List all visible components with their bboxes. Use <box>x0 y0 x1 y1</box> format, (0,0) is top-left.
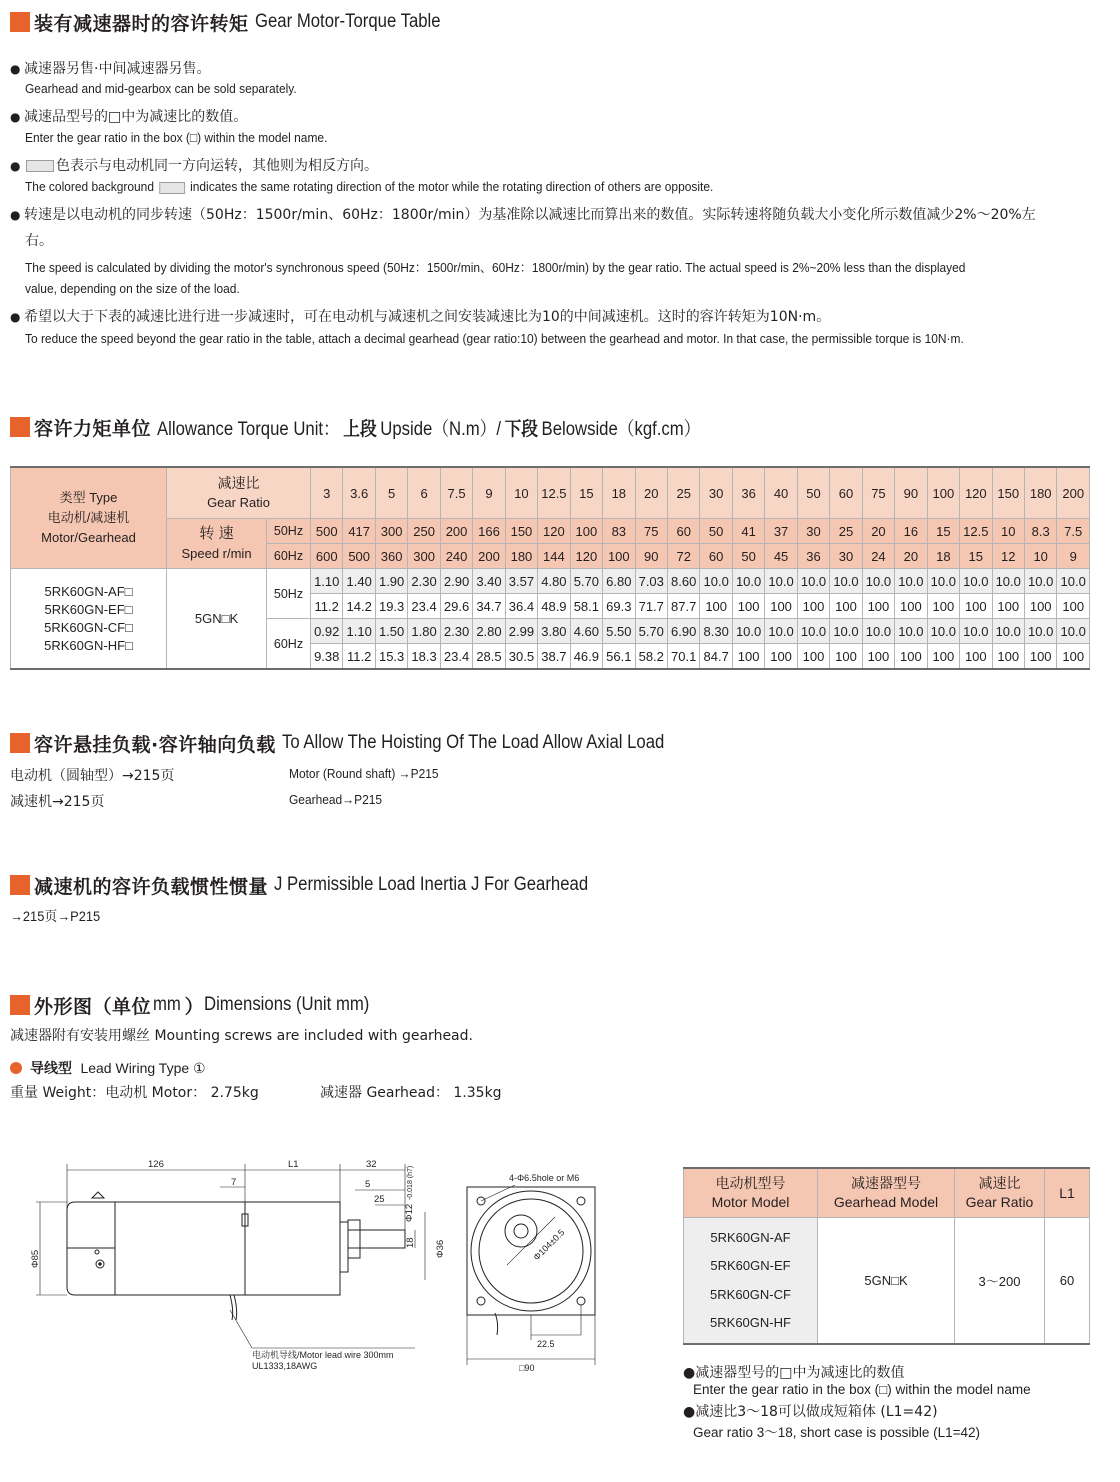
speed-50-cell: 60 <box>667 519 699 544</box>
torque-cell: 100 <box>765 594 797 619</box>
torque-cell: 7.03 <box>635 569 667 594</box>
ratio-cell: 5 <box>375 467 407 519</box>
speed-50-cell: 16 <box>895 519 927 544</box>
dim-7: 7 <box>231 1177 237 1188</box>
speed-50-cell: 7.5 <box>1057 519 1090 544</box>
l1-value: 60 <box>1045 1218 1090 1345</box>
speed-60-cell: 15 <box>960 544 992 569</box>
torque-cell: 46.9 <box>570 644 602 670</box>
speed-60-cell: 360 <box>375 544 407 569</box>
torque-cell: 10.0 <box>1024 569 1056 594</box>
torque-cell: 100 <box>895 644 927 670</box>
note-5-en: To reduce the speed beyond the gear ratio in the table, attach a decimal gearhead (gear ratio:10) between the gearhead and motor. In that case, the permissible torque is 10N·m. <box>25 331 964 346</box>
torque-cell: 36.4 <box>505 594 537 619</box>
speed-50-cell: 200 <box>440 519 472 544</box>
torque-cell: 0.92 <box>311 619 343 644</box>
torque-cell: 100 <box>1024 594 1056 619</box>
torque-cell: 28.5 <box>473 644 505 670</box>
type-header: 类型 Type 电动机/减速机 Motor/Gearhead <box>11 467 167 569</box>
dim-18: 18 <box>405 1237 416 1248</box>
speed-60-cell: 500 <box>343 544 375 569</box>
speed-50-cell: 30 <box>797 519 829 544</box>
torque-cell: 10.0 <box>765 619 797 644</box>
torque-cell: 100 <box>992 644 1024 670</box>
speed-60-cell: 30 <box>830 544 862 569</box>
heading-marker <box>10 995 30 1015</box>
ratio-cell: 30 <box>700 467 732 519</box>
note-1-en: Gearhead and mid-gearbox can be sold separately. <box>25 81 297 96</box>
torque-cell: 10.0 <box>927 619 959 644</box>
torque-cell: 18.3 <box>408 644 440 670</box>
speed-50-cell: 37 <box>765 519 797 544</box>
speed-50-cell: 83 <box>603 519 635 544</box>
ratio-cell: 50 <box>797 467 829 519</box>
ratio-cell: 6 <box>408 467 440 519</box>
speed-60-cell: 90 <box>635 544 667 569</box>
ratio-cell: 150 <box>992 467 1024 519</box>
torque-cell: 1.50 <box>375 619 407 644</box>
note-3-en: The colored background indicates the same rotating direction of the motor while the rotating direction of others are opposite. <box>25 179 714 194</box>
torque-cell: 84.7 <box>700 644 732 670</box>
torque-cell: 10.0 <box>797 569 829 594</box>
torque-cell: 2.80 <box>473 619 505 644</box>
bottom-note-1-zh: ●减速器型号的□中为减速比的数值 <box>683 1365 905 1381</box>
dim-25: 25 <box>374 1194 385 1205</box>
torque-cell: 1.10 <box>343 619 375 644</box>
speed-50-cell: 120 <box>538 519 570 544</box>
speed-60-cell: 180 <box>505 544 537 569</box>
ratio-cell: 90 <box>895 467 927 519</box>
note-2-en: Enter the gear ratio in the box (□) within the model name. <box>25 130 328 145</box>
orange-dot-icon <box>10 1062 22 1074</box>
heading-en: Gear Motor-Torque Table <box>254 11 441 32</box>
speed-50-cell: 500 <box>311 519 343 544</box>
torque-cell: 100 <box>992 594 1024 619</box>
torque-cell: 5.70 <box>635 619 667 644</box>
speed-50-cell: 100 <box>570 519 602 544</box>
hz-50-label: 50Hz <box>267 569 311 619</box>
torque-cell: 69.3 <box>603 594 635 619</box>
torque-cell: 8.60 <box>667 569 699 594</box>
torque-cell: 6.80 <box>603 569 635 594</box>
speed-60-cell: 144 <box>538 544 570 569</box>
torque-cell: 100 <box>1057 594 1090 619</box>
torque-cell: 23.4 <box>408 594 440 619</box>
motor-models-cell: 5RK60GN-AF□ 5RK60GN-EF□ 5RK60GN-CF□ 5RK60GN-HF□ <box>11 569 167 670</box>
torque-cell: 100 <box>862 594 894 619</box>
torque-cell: 100 <box>960 644 992 670</box>
torque-cell: 70.1 <box>667 644 699 670</box>
ratio-cell: 36 <box>732 467 764 519</box>
speed-60-cell: 120 <box>570 544 602 569</box>
ratio-cell: 60 <box>830 467 862 519</box>
torque-cell: 1.40 <box>343 569 375 594</box>
torque-cell: 10.0 <box>992 619 1024 644</box>
speed-60-cell: 200 <box>473 544 505 569</box>
ratio-cell: 75 <box>862 467 894 519</box>
color-swatch <box>159 182 185 194</box>
torque-cell: 48.9 <box>538 594 570 619</box>
heading-marker <box>10 417 30 437</box>
gear-ratio-header: 减速比 Gear Ratio <box>167 467 311 519</box>
torque-cell: 2.90 <box>440 569 472 594</box>
torque-cell: 6.90 <box>667 619 699 644</box>
ratio-cell: 7.5 <box>440 467 472 519</box>
note-1-zh: ● 减速器另售·中间减速器另售。 <box>10 61 211 77</box>
color-swatch <box>26 160 54 172</box>
torque-cell: 8.30 <box>700 619 732 644</box>
ratio-cell: 18 <box>603 467 635 519</box>
note-2-zh: ● 减速品型号的□中为减速比的数值。 <box>10 109 248 125</box>
speed-50-cell: 20 <box>862 519 894 544</box>
ratio-cell: 100 <box>927 467 959 519</box>
ratio-cell: 15 <box>570 467 602 519</box>
dim-phi12: Φ12 <box>404 1203 415 1222</box>
torque-cell: 10.0 <box>797 619 829 644</box>
speed-60-cell: 18 <box>927 544 959 569</box>
torque-cell: 10.0 <box>927 569 959 594</box>
torque-cell: 100 <box>927 594 959 619</box>
load-line-1-zh: 电动机（圆轴型）→215页 <box>10 768 175 784</box>
dim-L1: L1 <box>288 1159 299 1170</box>
heading-zh: 装有减速器时的容许转矩 <box>34 12 249 35</box>
note-4-en: The speed is calculated by dividing the motor's synchronous speed (50Hz：1500r/min、60Hz：1800r/min) by the gear ratio. The actual speed is 2%~20% less than the displayed <box>25 260 966 275</box>
inertia-line: →215页→P215 <box>10 908 101 924</box>
torque-cell: 100 <box>830 594 862 619</box>
note-4-en-cont: value, depending on the size of the load. <box>25 281 240 296</box>
ratio-cell: 200 <box>1057 467 1090 519</box>
dim-phi36: Φ36 <box>435 1239 446 1258</box>
torque-cell: 30.5 <box>505 644 537 670</box>
torque-cell: 1.10 <box>311 569 343 594</box>
ratio-cell: 10 <box>505 467 537 519</box>
torque-cell: 3.57 <box>505 569 537 594</box>
hole-label: 4-Φ6.5hole or M6 <box>509 1173 580 1183</box>
torque-cell: 10.0 <box>830 619 862 644</box>
torque-cell: 3.80 <box>538 619 570 644</box>
torque-cell: 1.90 <box>375 569 407 594</box>
torque-cell: 10.0 <box>960 569 992 594</box>
speed-60-cell: 72 <box>667 544 699 569</box>
heading-marker <box>10 733 30 753</box>
speed-60-cell: 300 <box>408 544 440 569</box>
dim-5: 5 <box>365 1179 371 1190</box>
speed-60-cell: 50 <box>732 544 764 569</box>
torque-cell: 58.2 <box>635 644 667 670</box>
section-heading-load: 容许悬挂负载·容许轴向负载 To Allow The Hoisting Of The Load Allow Axial Load <box>10 730 716 756</box>
torque-cell: 56.1 <box>603 644 635 670</box>
ratio-cell: 25 <box>667 467 699 519</box>
note-5-zh: ● 希望以大于下表的减速比进行进一步减速时，可在电动机与减速机之间安装减速比为10的中间减速机。这时的容许转矩为10N·m。 <box>10 309 831 325</box>
torque-cell: 38.7 <box>538 644 570 670</box>
load-line-2-en: Gearhead→P215 <box>289 792 383 807</box>
torque-cell: 100 <box>765 644 797 670</box>
torque-cell: 5.50 <box>603 619 635 644</box>
header-motor-model: 电动机型号 Motor Model <box>684 1168 818 1218</box>
speed-50-cell: 15 <box>927 519 959 544</box>
torque-cell: 10.0 <box>830 569 862 594</box>
heading-marker <box>10 12 30 32</box>
section-heading-torque <box>10 9 465 35</box>
torque-cell: 10.0 <box>765 569 797 594</box>
torque-cell: 10.0 <box>862 619 894 644</box>
dim-126: 126 <box>148 1159 164 1170</box>
speed-60-cell: 60 <box>700 544 732 569</box>
lead-wire-spec: UL1333,18AWG <box>252 1361 318 1371</box>
torque-cell: 100 <box>862 644 894 670</box>
torque-cell: 100 <box>1024 644 1056 670</box>
speed-60-cell: 45 <box>765 544 797 569</box>
dim-22-5: 22.5 <box>537 1339 555 1349</box>
torque-cell: 9.38 <box>311 644 343 670</box>
torque-cell: 10.0 <box>895 619 927 644</box>
torque-cell: 14.2 <box>343 594 375 619</box>
speed-header: 转 速 Speed r/min <box>167 519 267 569</box>
model-table <box>683 1167 1090 1345</box>
gearhead-front-view <box>455 1165 615 1380</box>
speed-50-cell: 12.5 <box>960 519 992 544</box>
torque-cell: 100 <box>700 594 732 619</box>
pcd-label: Φ104±0.5 <box>531 1227 567 1263</box>
hz-60-label: 60Hz <box>267 619 311 670</box>
gear-ratio-value: 3～200 <box>955 1218 1045 1345</box>
gearhead-model-value: 5GN□K <box>818 1218 955 1345</box>
speed-50-row <box>11 519 1090 544</box>
torque-cell: 15.3 <box>375 644 407 670</box>
motor-model-list: 5RK60GN-AF 5RK60GN-EF 5RK60GN-CF 5RK60GN-HF <box>684 1218 818 1345</box>
speed-60-cell: 12 <box>992 544 1024 569</box>
torque-cell: 4.80 <box>538 569 570 594</box>
speed-50-cell: 10 <box>992 519 1024 544</box>
dim-32: 32 <box>366 1159 377 1170</box>
section-heading-allowance: 容许力矩单位 Allowance Torque Unit： 上段 Upside（N.m）/ 下段 Belowside（kgf.cm） <box>10 414 775 440</box>
torque-cell: 2.30 <box>440 619 472 644</box>
torque-cell: 11.2 <box>343 644 375 670</box>
load-line-1-en: Motor (Round shaft) →P215 <box>289 766 439 781</box>
ratio-cell: 3.6 <box>343 467 375 519</box>
bottom-note-2-zh: ●减速比3～18可以做成短箱体 (L1=42) <box>683 1404 938 1420</box>
gearhead-cell: 5GN□K <box>167 569 267 670</box>
torque-cell: 11.2 <box>311 594 343 619</box>
motor-side-view <box>20 1150 446 1375</box>
torque-cell: 100 <box>732 644 764 670</box>
dim-phi85: Φ85 <box>30 1249 41 1268</box>
torque-cell: 100 <box>830 644 862 670</box>
torque-cell: 100 <box>732 594 764 619</box>
torque-cell: 100 <box>797 594 829 619</box>
speed-50-cell: 8.3 <box>1024 519 1056 544</box>
ratio-cell: 9 <box>473 467 505 519</box>
ratio-cell: 12.5 <box>538 467 570 519</box>
speed-50-cell: 150 <box>505 519 537 544</box>
speed-60-cell: 600 <box>311 544 343 569</box>
ratio-cell: 40 <box>765 467 797 519</box>
hz-50-label: 50Hz <box>267 519 311 544</box>
note-3-zh: ● 色表示与电动机同一方向运转，其他则为相反方向。 <box>10 158 378 174</box>
torque-cell: 100 <box>895 594 927 619</box>
weight-motor: 重量 Weight：电动机 Motor： 2.75kg <box>10 1085 259 1101</box>
speed-60-cell: 24 <box>862 544 894 569</box>
torque-cell: 100 <box>797 644 829 670</box>
torque-cell: 10.0 <box>1057 569 1090 594</box>
weight-gearhead: 减速器 Gearhead： 1.35kg <box>320 1085 502 1101</box>
header-l1: L1 <box>1045 1168 1090 1218</box>
speed-60-cell: 9 <box>1057 544 1090 569</box>
torque-cell: 2.99 <box>505 619 537 644</box>
ratio-cell: 180 <box>1024 467 1056 519</box>
torque-cell: 100 <box>927 644 959 670</box>
torque-table <box>10 466 1090 670</box>
speed-50-cell: 300 <box>375 519 407 544</box>
speed-60-cell: 20 <box>895 544 927 569</box>
speed-50-cell: 50 <box>700 519 732 544</box>
torque-cell: 10.0 <box>732 619 764 644</box>
torque-data-row <box>11 569 1090 594</box>
dim-tolerance: -0.018 (h7) <box>407 1165 414 1200</box>
note-4-zh-cont: 右。 <box>25 233 53 249</box>
torque-cell: 10.0 <box>895 569 927 594</box>
torque-cell: 4.60 <box>570 619 602 644</box>
torque-cell: 10.0 <box>1057 619 1090 644</box>
speed-50-cell: 166 <box>473 519 505 544</box>
torque-cell: 58.1 <box>570 594 602 619</box>
torque-cell: 3.40 <box>473 569 505 594</box>
bottom-note-1-en: Enter the gear ratio in the box (□) within the model name <box>693 1382 1031 1397</box>
torque-cell: 10.0 <box>1024 619 1056 644</box>
speed-60-cell: 10 <box>1024 544 1056 569</box>
speed-50-cell: 41 <box>732 519 764 544</box>
torque-cell: 87.7 <box>667 594 699 619</box>
bottom-note-2-en: Gear ratio 3～18, short case is possible (L1=42) <box>693 1425 981 1440</box>
header-gearhead-model: 减速器型号 Gearhead Model <box>818 1168 955 1218</box>
torque-cell: 23.4 <box>440 644 472 670</box>
ratio-cell: 3 <box>311 467 343 519</box>
torque-cell: 100 <box>960 594 992 619</box>
torque-cell: 10.0 <box>960 619 992 644</box>
torque-cell: 2.30 <box>408 569 440 594</box>
speed-50-cell: 75 <box>635 519 667 544</box>
ratio-cell: 20 <box>635 467 667 519</box>
speed-60-cell: 240 <box>440 544 472 569</box>
speed-50-cell: 25 <box>830 519 862 544</box>
torque-cell: 1.80 <box>408 619 440 644</box>
ratio-cell: 120 <box>960 467 992 519</box>
speed-50-cell: 250 <box>408 519 440 544</box>
speed-60-cell: 100 <box>603 544 635 569</box>
hz-60-label: 60Hz <box>267 544 311 569</box>
dim-sq90: □90 <box>519 1363 535 1373</box>
lead-wire-label: 电动机导线/Motor lead wire 300mm <box>252 1350 394 1360</box>
torque-header-row <box>11 467 1090 519</box>
torque-cell: 100 <box>1057 644 1090 670</box>
speed-50-cell: 417 <box>343 519 375 544</box>
torque-cell: 71.7 <box>635 594 667 619</box>
torque-cell: 29.6 <box>440 594 472 619</box>
section-heading-inertia: 减速机的容许负载惯性惯量 J Permissible Load Inertia J For Gearhead <box>10 872 631 898</box>
torque-cell: 10.0 <box>862 569 894 594</box>
wiring-type: 导线型 Lead Wiring Type ① <box>10 1058 206 1078</box>
torque-cell: 10.0 <box>700 569 732 594</box>
note-4-zh: ● 转速是以电动机的同步转速（50Hz：1500r/min、60Hz：1800r/min）为基准除以减速比而算出来的数值。实际转速将随负载大小变化所示数值减少2%～20%左 <box>10 207 1036 223</box>
header-gear-ratio: 减速比 Gear Ratio <box>955 1168 1045 1218</box>
torque-cell: 19.3 <box>375 594 407 619</box>
heading-marker <box>10 875 30 895</box>
screws-note: 减速器附有安装用螺丝 Mounting screws are included with gearhead. <box>10 1028 473 1044</box>
torque-cell: 5.70 <box>570 569 602 594</box>
load-line-2-zh: 减速机→215页 <box>10 794 105 810</box>
torque-cell: 34.7 <box>473 594 505 619</box>
torque-cell: 10.0 <box>732 569 764 594</box>
section-heading-dimensions: 外形图（单位 mm ） Dimensions (Unit mm) <box>10 992 392 1018</box>
torque-cell: 10.0 <box>992 569 1024 594</box>
speed-60-cell: 36 <box>797 544 829 569</box>
